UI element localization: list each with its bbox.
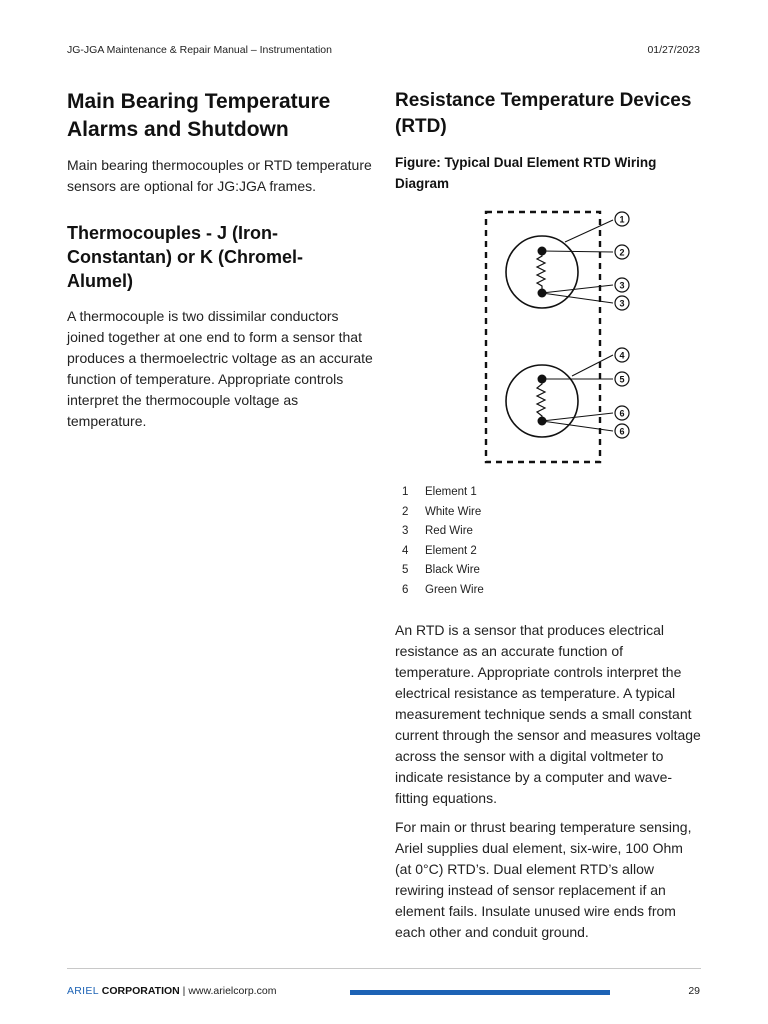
brand-website: | www.arielcorp.com (179, 985, 277, 997)
running-header-date: 01/27/2023 (647, 44, 700, 56)
rtd-heading: Resistance Temperature Devices (RTD) (395, 90, 692, 137)
wire-3b (542, 293, 613, 303)
wire-2 (542, 251, 613, 252)
legend-item (395, 503, 595, 523)
footer-brand (67, 985, 276, 997)
left-column (67, 88, 373, 432)
legend-label: Element 1 (425, 486, 477, 498)
wire-6b (542, 421, 613, 431)
legend-label: Green Wire (425, 583, 484, 596)
legend-label: Black Wire (425, 564, 480, 576)
rtd-wiring-diagram (395, 206, 701, 471)
legend-number: 6 (402, 583, 409, 596)
footer-divider (67, 968, 701, 969)
rtd-element-1-resistor (537, 252, 545, 292)
rtd-paragraph-1: An RTD is a sensor that produces electrical resistance as an accurate function of temperature. Appropriate controls interpret the electrical resistance as temperature. A typical measurement technique sends a small constant current through the sensor and measures voltage across the sensor with a digital voltmeter to indicate resistance by a computer and wave-fitting equations. (395, 622, 701, 806)
right-column (395, 88, 701, 940)
section-title: Main Bearing Temperature Alarms and Shutdown (67, 90, 331, 141)
legend-item (395, 542, 595, 562)
running-header-title: JG-JGA Maintenance & Repair Manual – Instrumentation (67, 44, 332, 56)
legend-number: 1 (402, 486, 409, 498)
callout-5-label: 5 (619, 374, 625, 385)
intro-paragraph: Main bearing thermocouples or RTD temperature sensors are optional for JG:JGA frames. (67, 157, 372, 194)
figure-legend (395, 483, 595, 600)
wire-6a (542, 413, 613, 421)
wire-3a (542, 285, 613, 293)
thermocouple-paragraph: A thermocouple is two dissimilar conductors joined together at one end to form a sensor that produces a thermoelectric voltage as an accurate function of temperature. Appropriate controls interpret the thermocouple voltage as temperature. (67, 308, 373, 429)
brand-ariel: ARIEL (67, 985, 99, 997)
leader-4 (572, 355, 613, 376)
legend-item (395, 522, 595, 542)
callout-6b-label: 6 (619, 426, 625, 437)
callout-4-label: 4 (619, 350, 625, 361)
figure-caption: Figure: Typical Dual Element RTD Wiring Diagram (395, 155, 657, 191)
legend-label: Element 2 (425, 544, 477, 557)
legend-item (395, 561, 595, 581)
legend-number: 5 (402, 564, 409, 576)
rtd-paragraph-2: For main or thrust bearing temperature sensing, Ariel supplies dual element, six-wire, 100 Ohm (at 0°C) RTD’s. Dual element RTD’s allow rewiring instead of sensor replacement if an element fails. Insulate unused wire ends from each other and conduit ground. (395, 819, 692, 940)
legend-label: Red Wire (425, 525, 473, 537)
callout-6a-label: 6 (619, 408, 625, 419)
legend-item (395, 483, 595, 503)
thermocouples-heading: Thermocouples - J (Iron-Constantan) or K (Chromel-Alumel) (67, 223, 303, 291)
legend-item (395, 581, 595, 601)
rtd-element-2-resistor (537, 380, 545, 421)
footer-accent-bar (350, 990, 610, 995)
legend-number: 3 (402, 525, 409, 537)
callout-3b-label: 3 (619, 298, 625, 309)
callout-3a-label: 3 (619, 280, 625, 291)
brand-corporation: CORPORATION (101, 985, 180, 997)
page-number: 29 (688, 985, 700, 997)
callout-1-label: 1 (619, 214, 625, 225)
legend-label: White Wire (425, 505, 482, 518)
leader-1 (565, 220, 613, 242)
legend-number: 4 (402, 544, 409, 557)
legend-number: 2 (402, 505, 409, 518)
callout-2-label: 2 (619, 247, 625, 258)
